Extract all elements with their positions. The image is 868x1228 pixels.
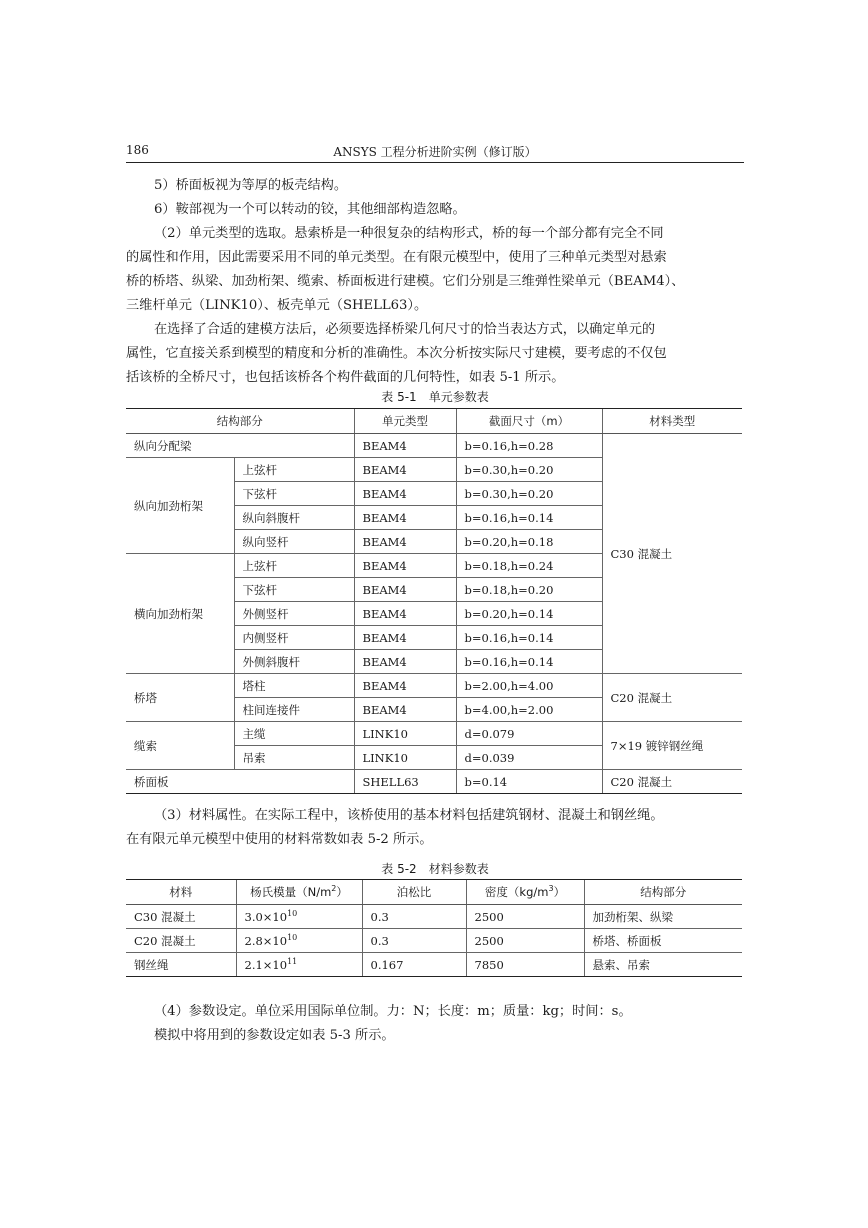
group-cell: 横向加劲桁架 [126,554,234,674]
size-cell: b=0.18,h=0.20 [456,578,602,602]
type-cell: LINK10 [354,722,456,746]
col-header-size: 截面尺寸（m） [456,409,602,434]
table-row [126,722,742,746]
size-cell: b=0.16,h=0.14 [456,506,602,530]
material-parameter-table [126,879,742,977]
size-cell: b=0.18,h=0.24 [456,554,602,578]
part-cell: 加劲桁架、纵梁 [584,905,742,929]
modulus-cell: $3.0\times 10^{10}$ [236,905,362,929]
col-header-part: 结构部分 [584,880,742,905]
sub-cell: 上弦杆 [234,458,354,482]
type-cell: BEAM4 [354,698,456,722]
table-row [126,434,742,458]
table-row [126,674,742,698]
page-number: 186 [126,143,149,157]
sub-cell: 纵向竖杆 [234,530,354,554]
size-cell: d=0.079 [456,722,602,746]
size-cell: b=0.30,h=0.20 [456,458,602,482]
poisson-cell: 0.3 [362,905,466,929]
sub-cell: 纵向斜腹杆 [234,506,354,530]
size-cell: b=0.30,h=0.20 [456,482,602,506]
page-header [126,142,744,163]
col-header-density: 密度$(kg/m^3)$ [466,880,584,905]
sub-cell: 外侧竖杆 [234,602,354,626]
modulus-cell: $2.1\times 10^{11}$ [236,953,362,977]
paragraph-geometry: 在选择了合适的建模方法后，必须要选择桥梁几何尺寸的恰当表达方式，以确定单元的 属性，它直接关系到模型的精度和分析的准确性。本次分析按实际尺寸建模，要考虑的不仅包 括该桥的全桥尺寸，也包括该桥各个构件截面的几何特性，如表 5-1 所示。 [126,322,667,385]
sub-cell: 吊索 [234,746,354,770]
sub-cell: 塔柱 [234,674,354,698]
table-row [126,770,742,794]
density-cell: 2500 [466,905,584,929]
size-cell: d=0.039 [456,746,602,770]
group-cell: 桥面板 [126,770,354,794]
density-cell: 7850 [466,953,584,977]
table-row [126,929,742,953]
group-cell: 纵向分配梁 [126,434,354,458]
paragraph-material: （3）材料属性。在实际工程中，该桥使用的基本材料包括建筑钢材、混凝土和钢丝绳。 在有限元单元模型中使用的材料常数如表 5-2 所示。 [126,808,664,847]
type-cell: BEAM4 [354,530,456,554]
material-cell: C20 混凝土 [602,770,742,794]
paragraph-item-6: 6）鞍部视为一个可以转动的铰，其他细部构造忽略。 [154,202,466,217]
modulus-cell: $2.8\times 10^{10}$ [236,929,362,953]
size-cell: b=4.00,h=2.00 [456,698,602,722]
type-cell: BEAM4 [354,602,456,626]
poisson-cell: 0.3 [362,929,466,953]
part-cell: 悬索、吊索 [584,953,742,977]
material-cell: C30 混凝土 [126,905,236,929]
col-header-material: 材料类型 [602,409,742,434]
type-cell: BEAM4 [354,482,456,506]
table1-caption: 表 5-1 单元参数表 [381,390,489,404]
poisson-cell: 0.167 [362,953,466,977]
size-cell: b=0.20,h=0.14 [456,602,602,626]
material-cell: C20 混凝土 [126,929,236,953]
sub-cell: 上弦杆 [234,554,354,578]
sub-cell: 内侧竖杆 [234,626,354,650]
table-row [126,953,742,977]
type-cell: BEAM4 [354,650,456,674]
material-cell: C30 混凝土 [602,434,742,674]
col-header-poisson: 泊松比 [362,880,466,905]
table-header-row [126,409,742,434]
book-title: ANSYS 工程分析进阶实例（修订版） [333,145,537,159]
sub-cell: 外侧斜腹杆 [234,650,354,674]
density-cell: 2500 [466,929,584,953]
type-cell: BEAM4 [354,554,456,578]
table2-caption: 表 5-2 材料参数表 [381,862,489,876]
type-cell: LINK10 [354,746,456,770]
sub-cell: 下弦杆 [234,578,354,602]
element-parameter-table [126,408,742,794]
sub-cell: 下弦杆 [234,482,354,506]
size-cell: b=0.16,h=0.14 [456,650,602,674]
paragraph-parameters: （4）参数设定。单位采用国际单位制。力：N；长度：m；质量：kg；时间：s。 模拟中将用到的参数设定如表 5-3 所示。 [154,1004,632,1043]
material-cell: 7×19 镀锌钢丝绳 [602,722,742,770]
type-cell: BEAM4 [354,506,456,530]
paragraph-item-5: 5）桥面板视为等厚的板壳结构。 [154,178,348,193]
group-cell: 缆索 [126,722,234,770]
table-row [126,905,742,929]
type-cell: SHELL63 [354,770,456,794]
paragraph-element-type: （2）单元类型的选取。悬索桥是一种很复杂的结构形式，桥的每一个部分都有完全不同 的属性和作用，因此需要采用不同的单元类型。在有限元模型中，使用了三种单元类型对悬索 桥的桥塔、纵梁、加劲桁架、缆索、桥面板进行建模。它们分别是三维弹性梁单元（BEAM4）、 三维杆单元（LINK10）、板壳单元（SHELL63）。 [126,226,685,313]
type-cell: BEAM4 [354,458,456,482]
material-cell: 钢丝绳 [126,953,236,977]
type-cell: BEAM4 [354,626,456,650]
type-cell: BEAM4 [354,434,456,458]
part-cell: 桥塔、桥面板 [584,929,742,953]
sub-cell: 柱间连接件 [234,698,354,722]
group-cell: 纵向加劲桁架 [126,458,234,554]
col-header-type: 单元类型 [354,409,456,434]
size-cell: b=0.14 [456,770,602,794]
sub-cell: 主缆 [234,722,354,746]
type-cell: BEAM4 [354,578,456,602]
size-cell: b=0.16,h=0.28 [456,434,602,458]
type-cell: BEAM4 [354,674,456,698]
col-header-modulus: 杨氏模量$(N/m^2)$ [236,880,362,905]
table-header-row [126,880,742,905]
group-cell: 桥塔 [126,674,234,722]
col-header-material: 材料 [126,880,236,905]
col-header-part: 结构部分 [126,409,354,434]
size-cell: b=2.00,h=4.00 [456,674,602,698]
size-cell: b=0.16,h=0.14 [456,626,602,650]
material-cell: C20 混凝土 [602,674,742,722]
size-cell: b=0.20,h=0.18 [456,530,602,554]
